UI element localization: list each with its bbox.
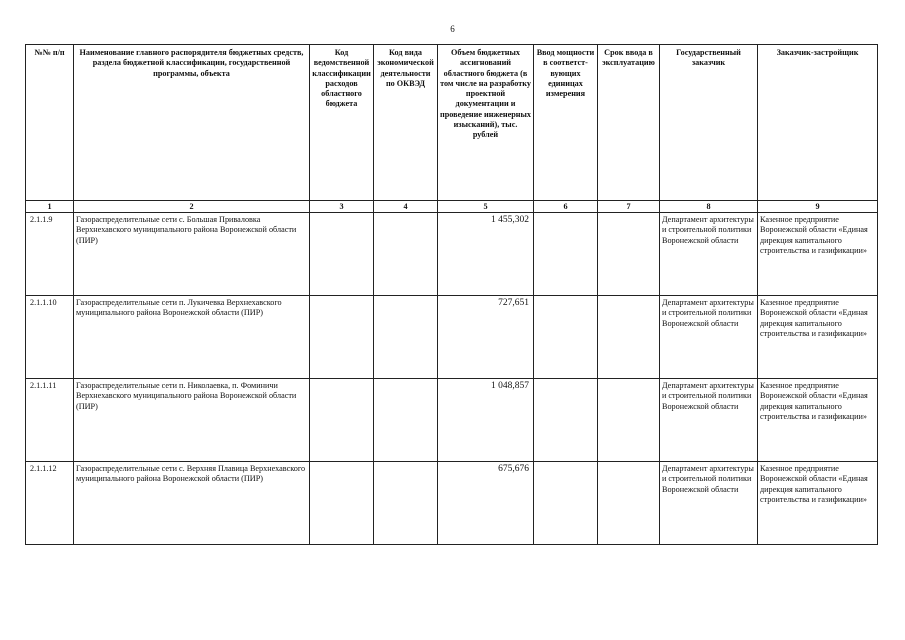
- column-number-row: [26, 201, 878, 213]
- header-cell: Код вида экономической деятельности по ОКВЭД: [374, 45, 438, 201]
- budget-amount: 675,676: [438, 462, 534, 545]
- header-cell: Заказчик-застройщик: [758, 45, 878, 201]
- budget-amount: 727,651: [438, 296, 534, 379]
- budget-amount: 1 048,857: [438, 379, 534, 462]
- state-customer: Департамент архитектуры и строительной политики Воронежской области: [660, 462, 758, 545]
- budget-amount: 1 455,302: [438, 213, 534, 296]
- capacity: [534, 213, 598, 296]
- dept-code: [310, 462, 374, 545]
- column-number: 3: [310, 201, 374, 213]
- table-header-row: [26, 45, 878, 201]
- table-row: [26, 296, 878, 379]
- column-number: 2: [74, 201, 310, 213]
- developer: Казенное предприятие Воронежской области «Единая дирекция капитального строительства и газификации»: [758, 462, 878, 545]
- commission-term: [598, 213, 660, 296]
- table-row: [26, 462, 878, 545]
- column-number: 8: [660, 201, 758, 213]
- commission-term: [598, 296, 660, 379]
- column-number: 4: [374, 201, 438, 213]
- developer: Казенное предприятие Воронежской области «Единая дирекция капитального строительства и газификации»: [758, 296, 878, 379]
- column-number: 9: [758, 201, 878, 213]
- capacity: [534, 379, 598, 462]
- okved-code: [374, 213, 438, 296]
- object-name: Газораспределительные сети с. Большая Приваловка Верхнехавского муниципального района Воронежской области (ПИР): [74, 213, 310, 296]
- okved-code: [374, 296, 438, 379]
- object-name: Газораспределительные сети с. Верхняя Плавица Верхнехавского муниципального района Воронежской области (ПИР): [74, 462, 310, 545]
- dept-code: [310, 296, 374, 379]
- row-number: 2.1.1.9: [26, 213, 74, 296]
- row-number: 2.1.1.10: [26, 296, 74, 379]
- header-cell: Государственный заказчик: [660, 45, 758, 201]
- commission-term: [598, 462, 660, 545]
- developer: Казенное предприятие Воронежской области «Единая дирекция капитального строительства и газификации»: [758, 213, 878, 296]
- header-cell: Код ведомственной классификации расходов областного бюджета: [310, 45, 374, 201]
- table-row: [26, 213, 878, 296]
- capacity: [534, 462, 598, 545]
- budget-table: [25, 44, 878, 545]
- column-number: 5: [438, 201, 534, 213]
- object-name: Газораспределительные сети п. Николаевка, п. Фоминичи Верхнехавского муниципального района Воронежской области (ПИР): [74, 379, 310, 462]
- dept-code: [310, 213, 374, 296]
- column-number: 7: [598, 201, 660, 213]
- header-cell: Наименование главного распорядителя бюджетных средств, раздела бюджетной классификации, государственной программы, объекта: [74, 45, 310, 201]
- header-cell: Объем бюджетных ассигнований областного бюджета (в том числе на разработку проектной документации и проведение инженерных изысканий), тыс. рублей: [438, 45, 534, 201]
- developer: Казенное предприятие Воронежской области «Единая дирекция капитального строительства и газификации»: [758, 379, 878, 462]
- state-customer: Департамент архитектуры и строительной политики Воронежской области: [660, 213, 758, 296]
- row-number: 2.1.1.11: [26, 379, 74, 462]
- table-row: [26, 379, 878, 462]
- okved-code: [374, 379, 438, 462]
- header-cell: Ввод мощности в соответствующих единицах измерения: [534, 45, 598, 201]
- object-name: Газораспределительные сети п. Лукичевка Верхнехавского муниципального района Воронежской области (ПИР): [74, 296, 310, 379]
- state-customer: Департамент архитектуры и строительной политики Воронежской области: [660, 296, 758, 379]
- column-number: 6: [534, 201, 598, 213]
- header-cell: Срок ввода в эксплуатацию: [598, 45, 660, 201]
- dept-code: [310, 379, 374, 462]
- column-number: 1: [26, 201, 74, 213]
- commission-term: [598, 379, 660, 462]
- row-number: 2.1.1.12: [26, 462, 74, 545]
- page-number: 6: [450, 24, 455, 34]
- state-customer: Департамент архитектуры и строительной политики Воронежской области: [660, 379, 758, 462]
- okved-code: [374, 462, 438, 545]
- header-cell: №№ п/п: [26, 45, 74, 201]
- capacity: [534, 296, 598, 379]
